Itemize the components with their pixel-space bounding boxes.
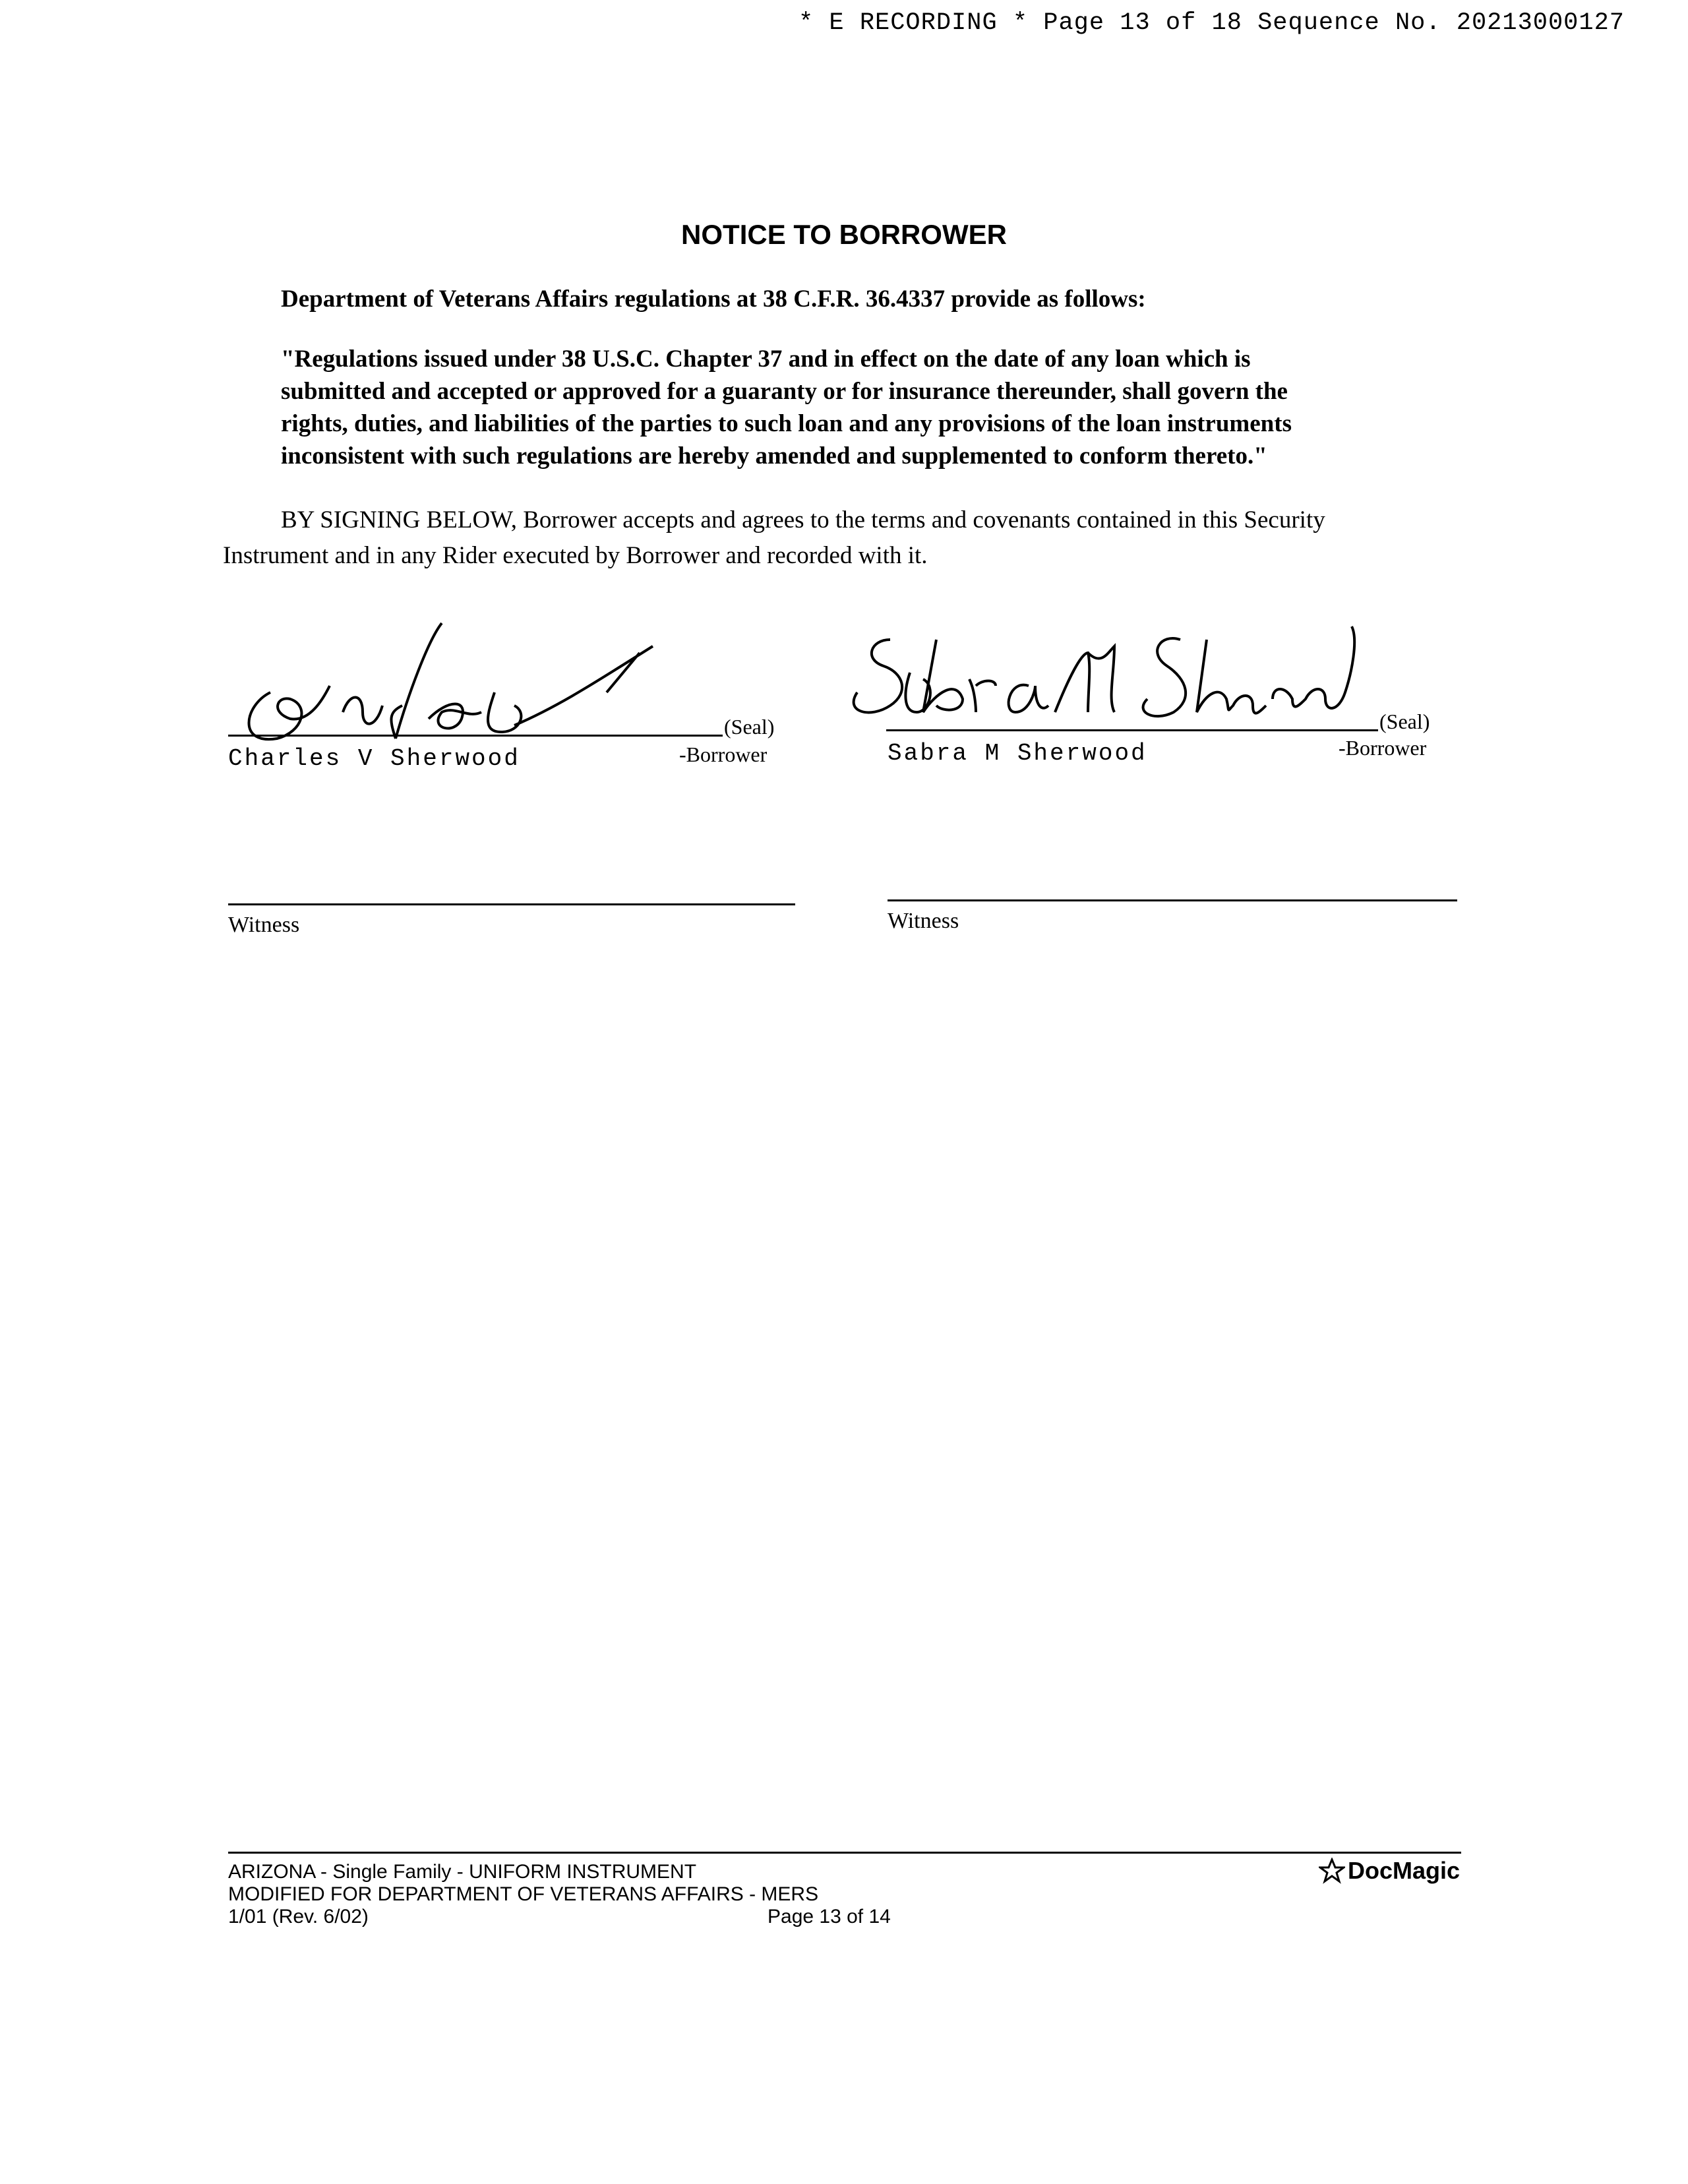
witness-2-label: Witness [888,909,959,933]
form-line: 1/01 (Rev. 6/02) [228,1906,369,1927]
quote-line: "Regulations issued under 38 U.S.C. Chapter 37 and in effect on the date of any loan which is [281,346,1251,373]
form-line: ARIZONA - Single Family - UNIFORM INSTRUMENT [228,1861,697,1883]
borrower-1-name: Charles V Sherwood [228,745,520,772]
form-identifier [228,1861,818,1928]
signing-line: BY SIGNING BELOW, Borrower accepts and agrees to the terms and covenants contained in this Security [281,506,1325,533]
regulation-intro: Department of Veterans Affairs regulations at 38 C.F.R. 36.4337 provide as follows: [281,286,1146,313]
notice-title: NOTICE TO BORROWER [681,219,1007,250]
docmagic-logo [1319,1857,1460,1885]
page-number: Page 13 of 14 [768,1906,891,1927]
brand-name: DocMagic [1347,1857,1460,1884]
signing-line: Instrument and in any Rider executed by Borrower and recorded with it. [223,542,928,569]
quote-line: submitted and accepted or approved for a guaranty or for insurance thereunder, shall govern the [281,378,1288,405]
witness-1-line [228,903,795,905]
witness-1-label: Witness [228,913,300,937]
borrower-2-signature [837,613,1365,745]
witness-2-line [888,899,1457,901]
regulation-quote [281,343,1402,472]
star-icon [1319,1858,1345,1884]
borrower-2-role: -Borrower [1339,736,1427,760]
form-line: MODIFIED FOR DEPARTMENT OF VETERANS AFFAIRS - MERS [228,1883,819,1905]
footer-rule [228,1852,1461,1854]
borrower-1-signature-line [228,735,723,737]
borrower-1-role: -Borrower [679,743,768,766]
recording-stamp: * E RECORDING * Page 13 of 18 Sequence No. 20213000127 [799,9,1625,37]
signing-statement [223,502,1462,574]
borrower-1-signature [231,613,692,758]
borrower-1-seal-label: (Seal) [724,715,775,739]
quote-line: inconsistent with such regulations are hereby amended and supplemented to conform thereto." [281,442,1267,470]
borrower-2-seal-label: (Seal) [1379,710,1430,733]
borrower-2-signature-line [886,729,1378,731]
borrower-2-name: Sabra M Sherwood [888,740,1147,767]
quote-line: rights, duties, and liabilities of the parties to such loan and any provisions of the loan instruments [281,410,1292,437]
